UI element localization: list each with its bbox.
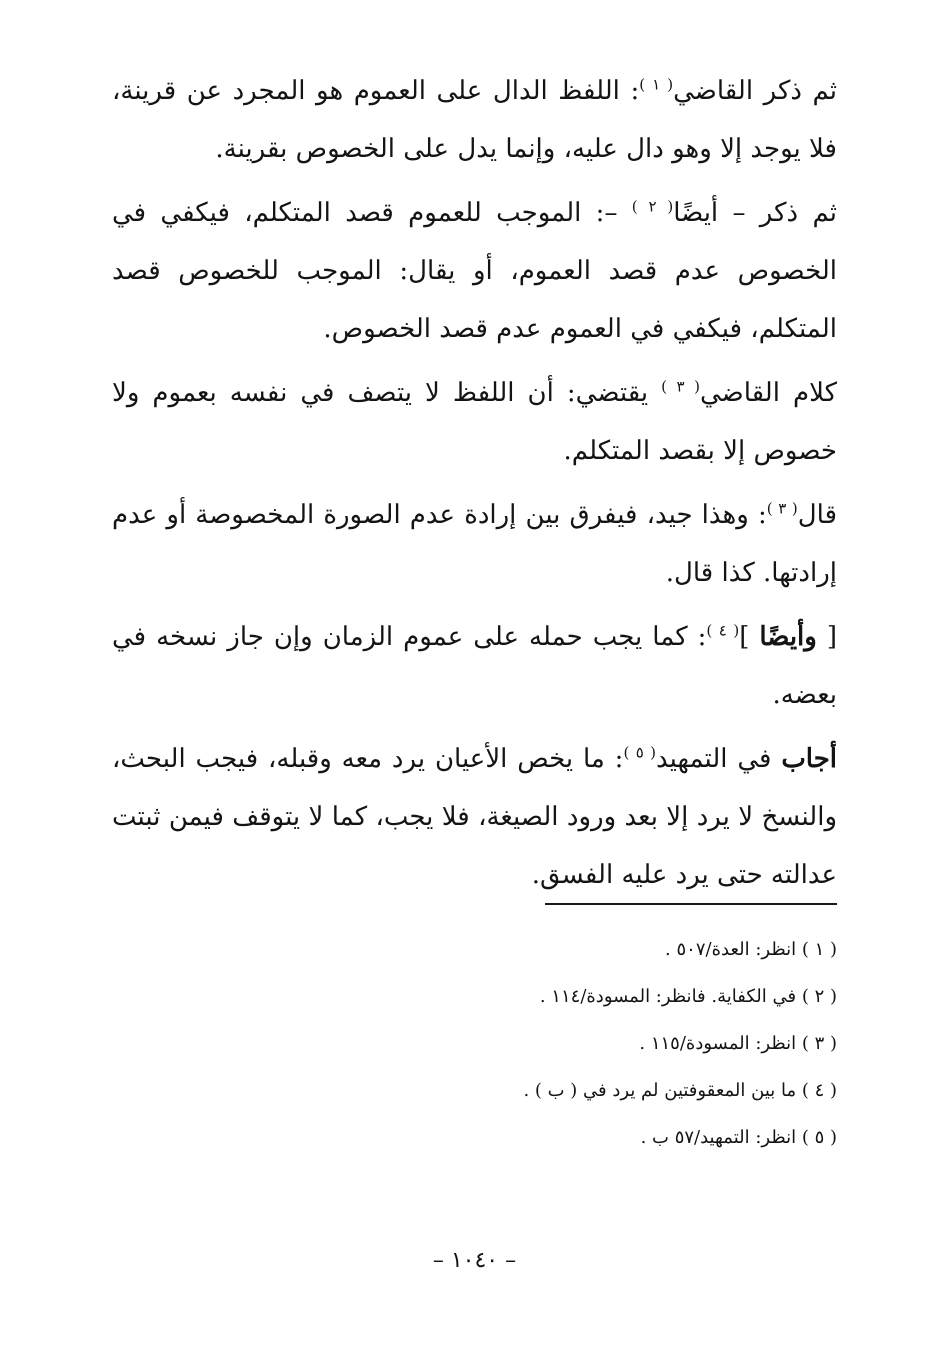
text: : ما يخص الأعيان يرد معه وقبله، فيجب البحث، والنسخ لا يرد إلا بعد ورود الصيغة، فلا يجب، كما لا يتوقف فيمن ثبتت عدالته حتى يرد عليه الفسق. — [112, 744, 837, 890]
paragraph-5 — [112, 608, 837, 724]
page-number: – ١٠٤٠ – — [432, 1248, 517, 1273]
bracket-open: [ — [816, 622, 837, 652]
bold-term: أجاب — [781, 744, 838, 774]
footnote-ref-1: ( ١ ) — [639, 75, 674, 94]
text: : اللفظ الدال على العموم هو المجرد عن قرينة، فلا يوجد إلا وهو دال عليه، وإنما يدل على الخصوص بقرينة. — [112, 76, 837, 164]
footnote-separator — [545, 903, 837, 905]
text: قال — [797, 500, 837, 530]
text: في التمهيد — [655, 744, 782, 774]
footnote-2: ( ٢ ) في الكفاية. فانظر: المسودة/١١٤ . — [539, 986, 837, 1007]
paragraph-1 — [112, 62, 837, 178]
footnote-3: ( ٣ ) انظر: المسودة/١١٥ . — [639, 1033, 837, 1054]
footnotes — [317, 926, 837, 1161]
main-text — [112, 62, 837, 910]
text: ثم ذكر القاضي — [673, 76, 837, 106]
footnote-ref-3b: ( ٣ ) — [766, 499, 798, 518]
footnote-ref-3: ( ٣ ) — [661, 377, 700, 396]
paragraph-2 — [112, 184, 837, 358]
text: يقتضي: أن اللفظ لا يتصف في نفسه بعموم ولا خصوص إلا بقصد المتكلم. — [112, 378, 837, 466]
footnote-ref-4: ( ٤ ) — [706, 621, 740, 640]
text: : وهذا جيد، فيفرق بين إرادة عدم الصورة المخصوصة أو عدم إرادتها. كذا قال. — [112, 500, 837, 588]
paragraph-6 — [112, 730, 837, 904]
bold-term: وأيضًا — [759, 622, 817, 652]
footnote-ref-2: ( ٢ ) — [631, 197, 674, 216]
text: –: الموجب للعموم قصد المتكلم، فيكفي في الخصوص عدم قصد العموم، أو يقال: الموجب للخصوص قصد المتكلم، فيكفي في العموم عدم قصد الخصوص. — [112, 198, 837, 344]
footnote-5: ( ٥ ) انظر: التمهيد/٥٧ ب . — [640, 1127, 837, 1148]
paragraph-4 — [112, 486, 837, 602]
paragraph-3 — [112, 364, 837, 480]
footnote-ref-5: ( ٥ ) — [623, 743, 656, 762]
text: : كما يجب حمله على عموم الزمان وإن جاز نسخه في بعضه. — [112, 622, 837, 710]
footnote-1: ( ١ ) انظر: العدة/٥٠٧ . — [665, 939, 837, 960]
footnote-4: ( ٤ ) ما بين المعقوفتين لم يرد في ( ب ) . — [523, 1080, 837, 1101]
text: كلام القاضي — [699, 378, 837, 408]
text: ثم ذكر – أيضًا — [673, 198, 837, 228]
bracket-close: ] — [739, 622, 760, 652]
